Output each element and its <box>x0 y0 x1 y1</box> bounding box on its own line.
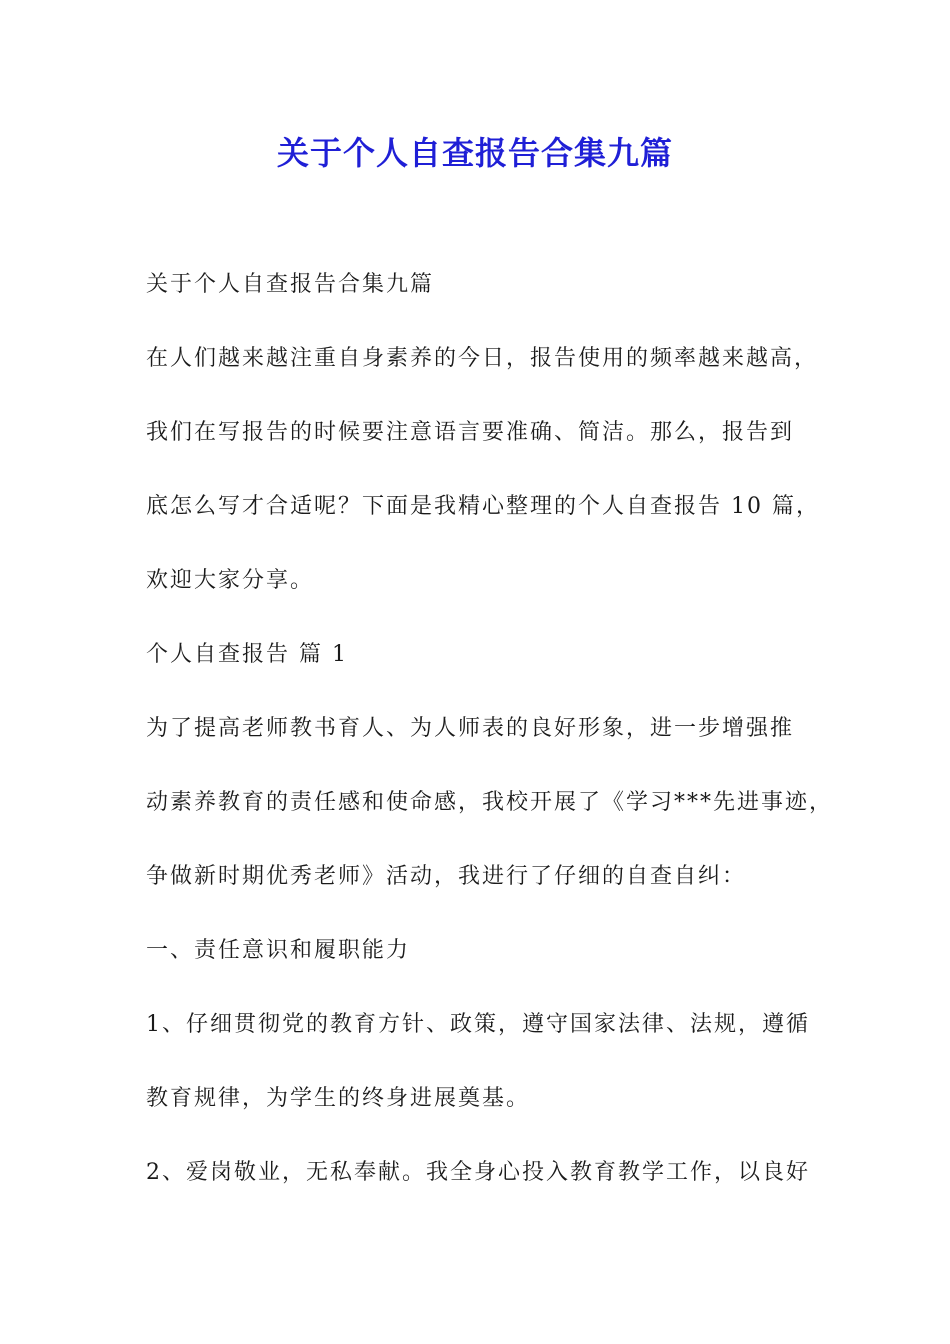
paragraph-line: 1、仔细贯彻党的教育方针、政策，遵守国家法律、法规，遵循 <box>146 1012 810 1037</box>
section-heading: 个人自查报告 篇 1 <box>146 642 348 667</box>
paragraph-line: 在人们越来越注重自身素养的今日，报告使用的频率越来越高， <box>146 346 819 371</box>
paragraph-line: 争做新时期优秀老师》活动，我进行了仔细的自查自纠： <box>146 864 747 889</box>
paragraph-line: 动素养教育的责任感和使命感，我校开展了《学习***先进事迹， <box>146 790 834 815</box>
paragraph-line: 底怎么写才合适呢？下面是我精心整理的个人自查报告 10 篇， <box>146 494 820 519</box>
paragraph-line: 教育规律，为学生的终身进展奠基。 <box>146 1086 531 1111</box>
section-heading: 一、责任意识和履职能力 <box>146 938 411 963</box>
document-title: 关于个人自查报告合集九篇 <box>276 134 673 172</box>
paragraph-line: 我们在写报告的时候要注意语言要准确、简洁。那么，报告到 <box>146 420 795 445</box>
subtitle-line: 关于个人自查报告合集九篇 <box>146 272 435 297</box>
paragraph-line: 为了提高老师教书育人、为人师表的良好形象，进一步增强推 <box>146 716 795 741</box>
paragraph-line: 2、爱岗敬业，无私奉献。我全身心投入教育教学工作，以良好 <box>146 1160 810 1185</box>
paragraph-line: 欢迎大家分享。 <box>146 568 315 593</box>
